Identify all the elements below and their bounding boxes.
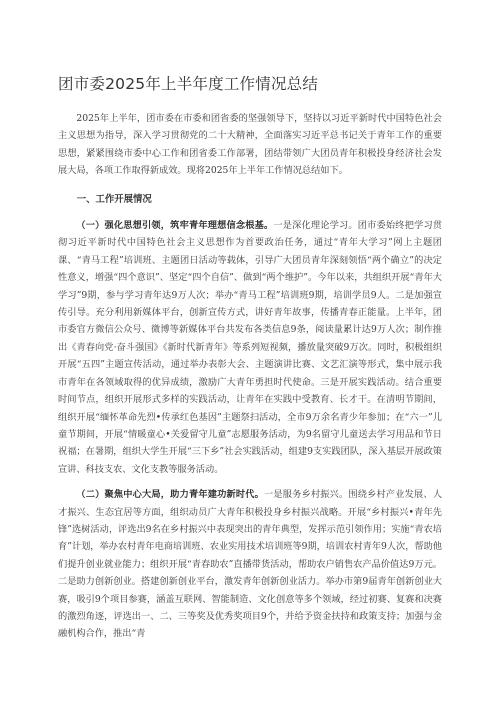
item2-paragraph	[58, 486, 442, 643]
document-body	[58, 110, 442, 643]
section-heading: 一、工作开展情况	[76, 193, 152, 205]
document-title: 团市委2025年上半年度工作情况总结	[58, 75, 319, 93]
item1-paragraph	[58, 217, 442, 478]
item1-lead: （一）强化思想引领，筑牢青年理想信念根基。	[76, 220, 274, 232]
item2-text: 一是服务乡村振兴。围绕乡村产业发展、人才振兴、生态宜居等方面，组织动员广大青年积极投身乡村振兴战略。开展“乡村振兴•青年先锋”选树活动，评选出9名在乡村振兴中表现突出的青年典型，发挥示范引领作用；实施“青农培育”计划，举办农村青年电商培训班、农业实用技术培训班等9期，培训农村青年9人次，帮助他们提升创业就业能力；组织开展“青春助农”直播带货活动，帮助农户销售农产品价值达9万元。二是助力创新创业。搭建创新创业平台，激发青年创新创业活力。举办市第9届青年创新创业大赛，吸引9个项目参赛，涵盖互联网、智能制造、文化创意等多个领域，经过初赛、复赛和决赛的激烈角逐，评选出一、二、三等奖及优秀奖项目9个，并给予资金扶持和政策支持；加强与金融机构合作，推出“青	[58, 489, 443, 640]
item1-text: 一是深化理论学习。团市委始终把学习贯彻习近平新时代中国特色社会主义思想作为首要政治任务，通过“青年大学习”网上主题团课、“青马工程”培训班、主题团日活动等载体，引导广大团员青年深刻领悟“两个确立”的决定性意义，增强“四个意识”、坚定“四个自信”、做到“两个维护”。今年以来，共组织开展“青年大学习”9期，参与学习青年达9万人次；举办“青马工程”培训班9期，培训学员9人。二是加强宣传引导。充分利用新媒体平台，创新宣传方式，讲好青年故事，传播青春正能量。上半年，团市委官方微信公众号、微博等新媒体平台共发布各类信息9条，阅读量累计达9万人次；制作推出《青春向党·奋斗强国》《新时代新青年》等系列短视频，播放量突破9万次。同时，积极组织开展“五四”主题宣传活动，通过举办表彰大会、主题演讲比赛、文艺汇演等形式，集中展示我市青年在各领域取得的优异成绩，激励广大青年勇担时代使命。三是开展实践活动。结合重要时间节点，组织开展形式多样的实践活动，让青年在实践中受教育、长才干。在清明节期间，组织开展“缅怀革命先烈•传承红色基因”主题祭扫活动，全市9万余名青少年参加；在“六一”儿童节期间，开展“情暖童心•关爱留守儿童”志愿服务活动，为9名留守儿童送去学习用品和节日祝福；在暑期，组织大学生开展“三下乡”社会实践活动，组建9支实践团队，深入基层开展政策宣讲、科技支农、文化支教等服务活动。	[58, 220, 443, 475]
item2-lead: （二）聚焦中心大局，助力青年建功新时代。	[76, 489, 264, 501]
intro-paragraph: 2025年上半年，团市委在市委和团省委的坚强领导下，坚持以习近平新时代中国特色社会主义思想为指导，深入学习贯彻党的二十大精神，全面落实习近平总书记关于青年工作的重要思想，紧紧围绕市委中心工作和团省委工作部署，团结带领广大团员青年积极投身经济社会发展大局，各项工作取得新成效。现将2025年上半年工作情况总结如下。	[58, 113, 442, 177]
